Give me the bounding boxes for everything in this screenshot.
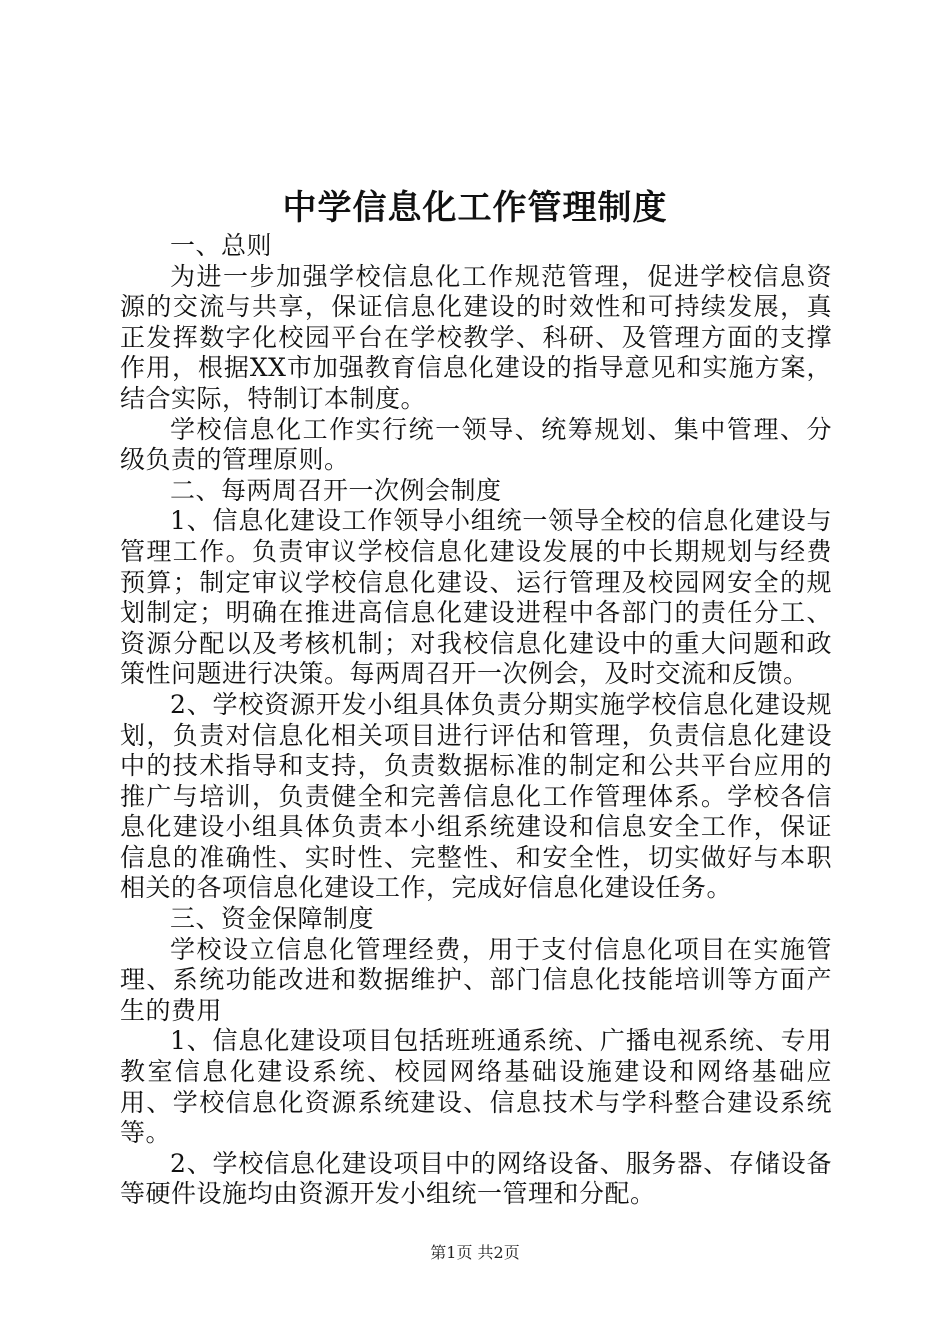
page-number-footer: 第1页 共2页 — [430, 1243, 520, 1262]
section-heading-funding: 三、资金保障制度 — [170, 904, 375, 934]
document-title: 中学信息化工作管理制度 — [282, 188, 668, 228]
document-body — [120, 231, 832, 1210]
paragraph-principle: 学校信息化工作实行统一领导、统筹规划、集中管理、分级负责的管理原则。 — [120, 414, 832, 475]
section-heading-meeting: 二、每两周召开一次例会制度 — [170, 475, 502, 505]
paragraph-projects: 1、信息化建设项目包括班班通系统、广播电视系统、专用教室信息化建设系统、校园网络基础设施建设和网络基础应用、学校信息化资源系统建设、信息技术与学科整合建设系统等。 — [120, 1026, 832, 1148]
paragraph-purpose: 为进一步加强学校信息化工作规范管理，促进学校信息资源的交流与共享，保证信息化建设的时效性和可持续发展，真正发挥数字化校园平台在学校教学、科研、及管理方面的支撑作用，根据XX市加强教育信息化建设的指导意见和实施方案，结合实际，特制订本制度。 — [120, 261, 832, 413]
paragraph-funding: 学校设立信息化管理经费，用于支付信息化项目在实施管理、系统功能改进和数据维护、部门信息化技能培训等方面产生的费用 — [120, 934, 832, 1025]
paragraph-hardware: 2、学校信息化建设项目中的网络设备、服务器、存储设备等硬件设施均由资源开发小组统一管理和分配。 — [120, 1148, 832, 1209]
section-heading-general: 一、总则 — [170, 231, 273, 260]
paragraph-resource-group: 2、学校资源开发小组具体负责分期实施学校信息化建设规划，负责对信息化相关项目进行评估和管理，负责信息化建设中的技术指导和支持，负责数据标准的制定和公共平台应用的推广与培训，负责健全和完善信息化工作管理体系。学校各信息化建设小组具体负责本小组系统建设和信息安全工作，保证信息的准确性、实时性、完整性、和安全性，切实做好与本职相关的各项信息化建设工作，完成好信息化建设任务。 — [120, 689, 832, 903]
paragraph-leadership-group: 1、信息化建设工作领导小组统一领导全校的信息化建设与管理工作。负责审议学校信息化建设发展的中长期规划与经费预算；制定审议学校信息化建设、运行管理及校园网安全的规划制定；明确在推进高信息化建设进程中各部门的责任分工、资源分配以及考核机制；对我校信息化建设中的重大问题和政策性问题进行决策。每两周召开一次例会，及时交流和反馈。 — [120, 506, 832, 689]
